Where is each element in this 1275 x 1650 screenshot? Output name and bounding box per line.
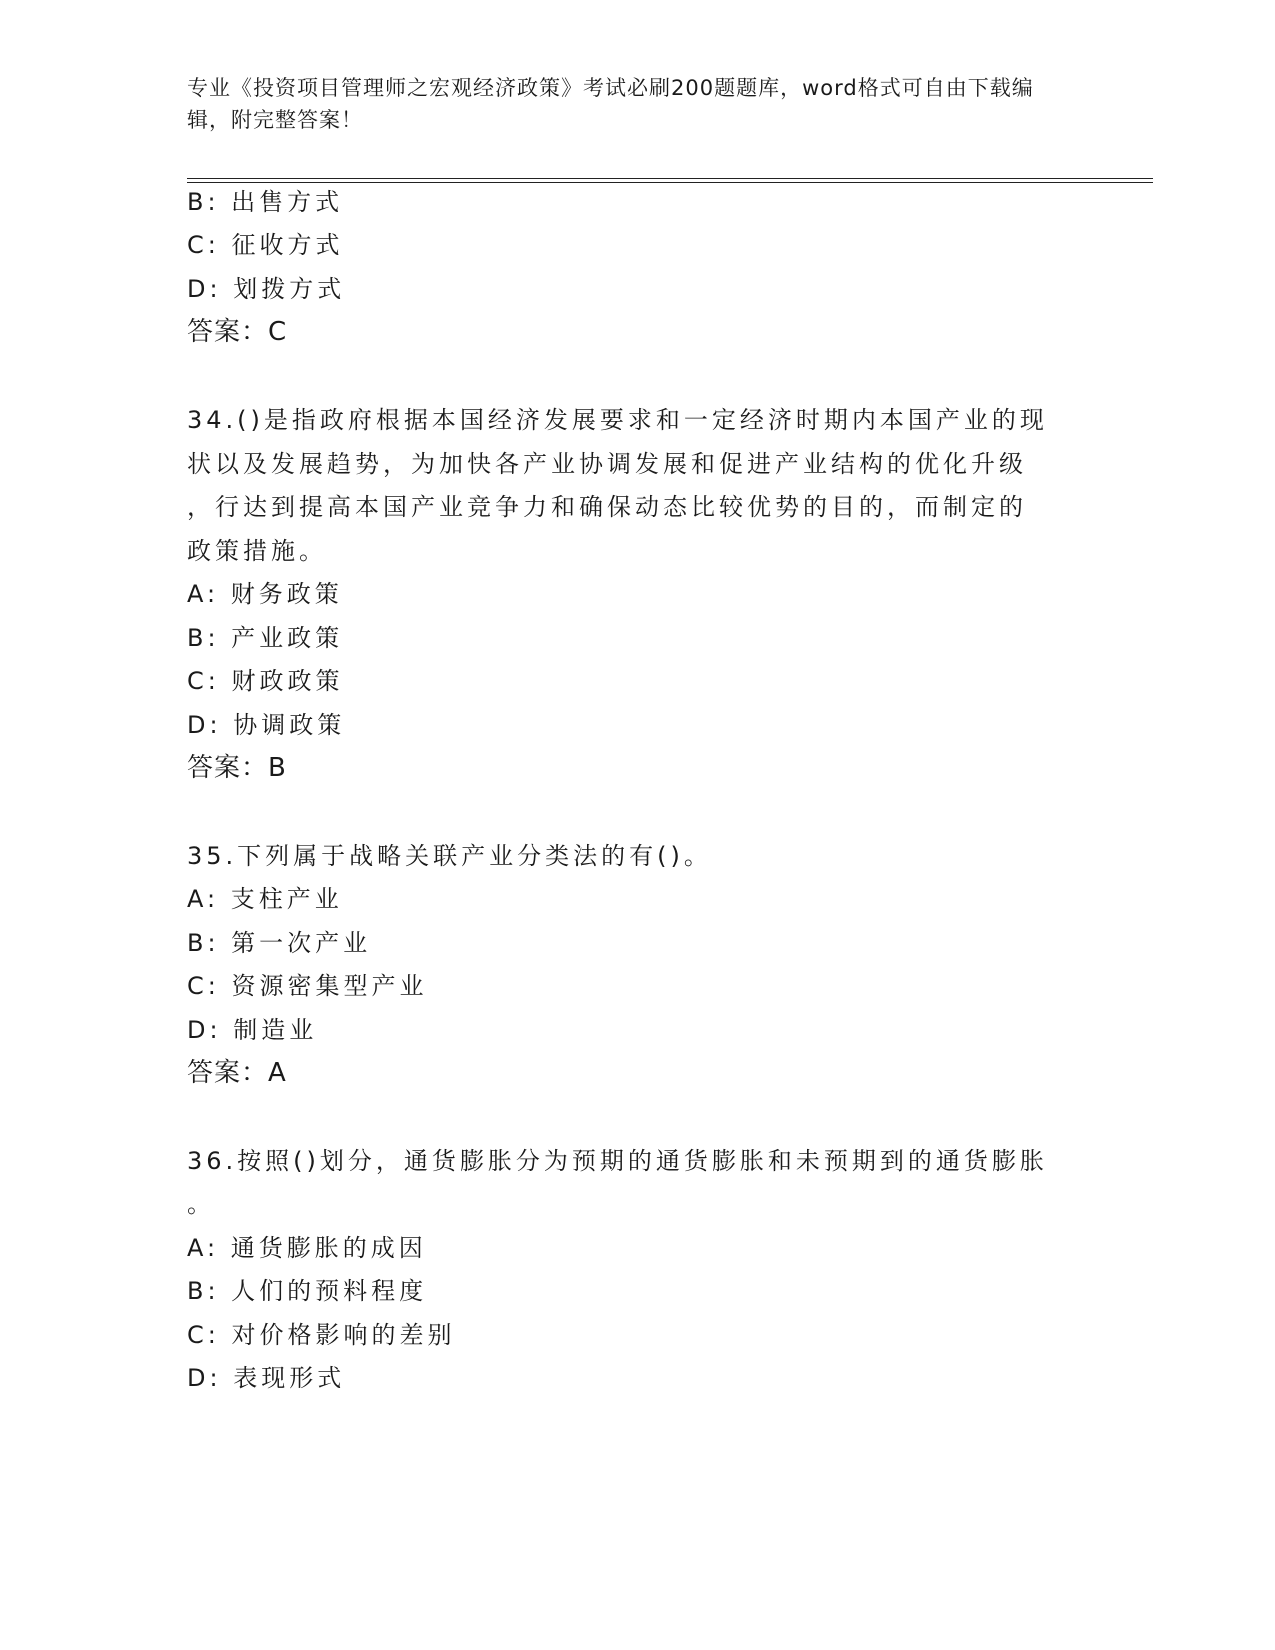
q35-option-b: B: 第一次产业 [187, 929, 372, 957]
q35-answer: 答案：A [187, 1058, 287, 1088]
q33-option-c: C: 征收方式 [187, 231, 344, 259]
page-header: 专业《投资项目管理师之宏观经济政策》考试必刷200题题库，word格式可自由下载编辑，附完整答案！ [187, 76, 1034, 132]
q35-option-a: A: 支柱产业 [187, 885, 343, 913]
q35-option-d: D: 制造业 [187, 1016, 318, 1044]
q33-answer: 答案：C [187, 317, 288, 347]
q34-stem-line-4: 政策措施。 [187, 537, 327, 565]
q35-option-c: C: 资源密集型产业 [187, 972, 428, 1000]
q34-option-c: C: 财政政策 [187, 667, 344, 695]
q36-option-a: A: 通货膨胀的成因 [187, 1234, 427, 1262]
q36-option-d: D: 表现形式 [187, 1364, 346, 1392]
q33-option-d: D: 划拨方式 [187, 275, 346, 303]
header-rule-top [187, 178, 1153, 179]
q34-option-d: D: 协调政策 [187, 711, 346, 739]
q36-stem-line-1: 36.按照()划分，通货膨胀分为预期的通货膨胀和未预期到的通货膨胀 [187, 1147, 1048, 1175]
q35-stem-line-1: 35.下列属于战略关联产业分类法的有()。 [187, 842, 712, 870]
header-rule-bottom [187, 182, 1153, 183]
q33-option-b: B: 出售方式 [187, 188, 344, 216]
q36-stem-line-2: 。 [187, 1190, 215, 1218]
q34-option-a: A: 财务政策 [187, 580, 343, 608]
q34-option-b: B: 产业政策 [187, 624, 344, 652]
q34-stem-line-3: ，行达到提高本国产业竞争力和确保动态比较优势的目的，而制定的 [187, 493, 1027, 521]
q36-option-b: B: 人们的预料程度 [187, 1277, 428, 1305]
q34-stem-line-2: 状以及发展趋势，为加快各产业协调发展和促进产业结构的优化升级 [187, 450, 1027, 478]
q34-answer: 答案：B [187, 753, 287, 783]
q36-option-c: C: 对价格影响的差别 [187, 1321, 456, 1349]
q34-stem-line-1: 34.()是指政府根据本国经济发展要求和一定经济时期内本国产业的现 [187, 406, 1048, 434]
